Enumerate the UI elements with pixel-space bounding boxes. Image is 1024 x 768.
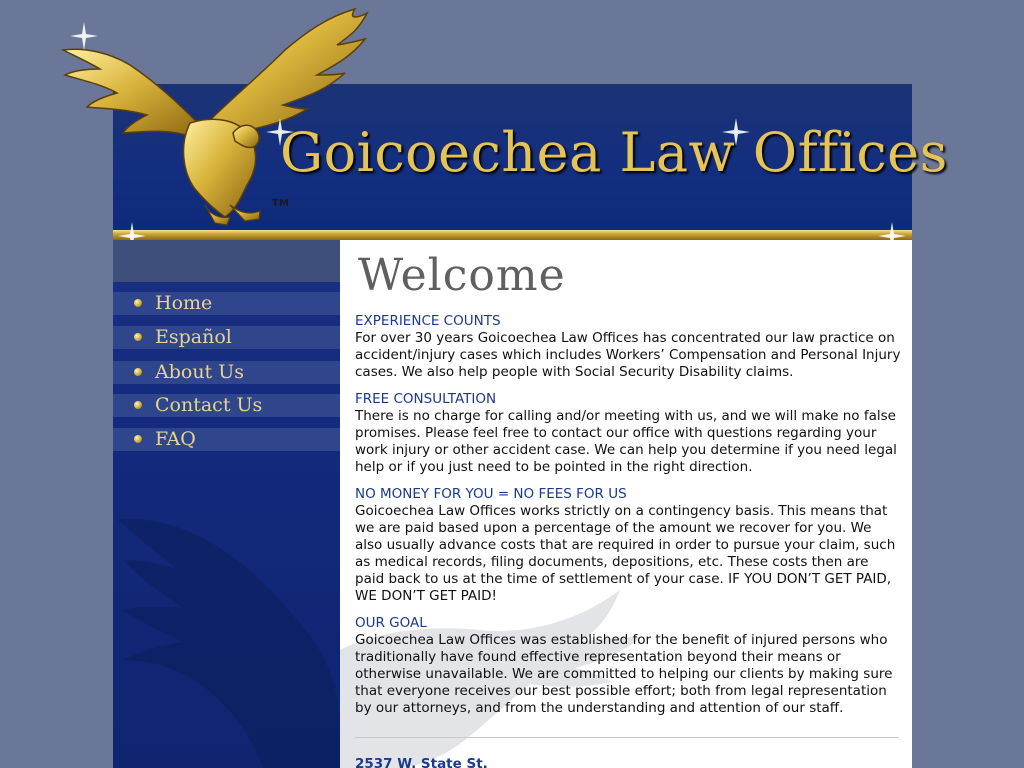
header-gold-divider <box>113 230 912 240</box>
nav-item-label: Contact Us <box>155 394 263 416</box>
section-no-fees <box>355 486 901 605</box>
nav-item-label: About Us <box>155 361 244 383</box>
site-title: Goicoechea Law Offices <box>280 121 948 184</box>
nav-item-label: Home <box>155 292 213 314</box>
main-content <box>340 240 912 768</box>
content-divider <box>355 737 899 738</box>
section-consultation <box>355 391 901 476</box>
section-heading: NO MONEY FOR YOU = NO FEES FOR US <box>355 486 627 502</box>
section-body: Goicoechea Law Offices works strictly on a contingency basis. This means that we are paid based upon a percentage of the amount we recover for you. We also usually advance costs that are required in order to pursue your claim, such as medical records, filing documents, depositions, etc. These costs then are paid back to us at the time of settlement of your case. IF YOU DON’T GET PAID, WE DON’T GET PAID! <box>355 503 896 604</box>
nav-item-espanol[interactable] <box>113 326 340 349</box>
bullet-icon <box>134 299 142 307</box>
page-title: Welcome <box>358 250 566 301</box>
section-heading: FREE CONSULTATION <box>355 391 497 407</box>
section-heading: OUR GOAL <box>355 615 427 631</box>
address-line: 2537 W. State St. <box>355 756 488 768</box>
nav-item-about-us[interactable] <box>113 361 340 384</box>
sidebar-top-band <box>113 240 340 282</box>
nav-item-label: FAQ <box>155 428 196 450</box>
nav-item-faq[interactable] <box>113 428 340 451</box>
eagle-icon <box>55 5 385 230</box>
sparkle-icon <box>70 22 98 50</box>
sidebar <box>113 240 340 768</box>
bullet-icon <box>134 435 142 443</box>
nav-item-home[interactable] <box>113 292 340 315</box>
section-heading: EXPERIENCE COUNTS <box>355 313 501 329</box>
eagle-watermark-icon <box>113 510 340 768</box>
bullet-icon <box>134 333 142 341</box>
section-our-goal <box>355 615 901 717</box>
nav-item-contact-us[interactable] <box>113 394 340 417</box>
bullet-icon <box>134 368 142 376</box>
bullet-icon <box>134 401 142 409</box>
nav-item-label: Español <box>155 326 232 348</box>
section-body: For over 30 years Goicoechea Law Offices has concentrated our law practice on accident/injury cases which includes Workers’ Compensation and Personal Injury cases. We also help people with Social Security Disability claims. <box>355 330 901 380</box>
section-body: Goicoechea Law Offices was established for the benefit of injured persons who traditionally have found effective representation beyond their means or otherwise unavailable. We are committed to helping our clients by making sure that everyone receives our best possible effort; both from legal representation by our attorneys, and from the understanding and attention of our staff. <box>355 632 893 716</box>
section-experience <box>355 313 901 381</box>
trademark-mark: TM <box>272 198 289 209</box>
section-body: There is no charge for calling and/or meeting with us, and we will make no false promises. Please feel free to contact our office with questions regarding your work injury or other accident case. We can help you determine if you need legal help or if you just need to be pointed in the right direction. <box>355 408 897 475</box>
